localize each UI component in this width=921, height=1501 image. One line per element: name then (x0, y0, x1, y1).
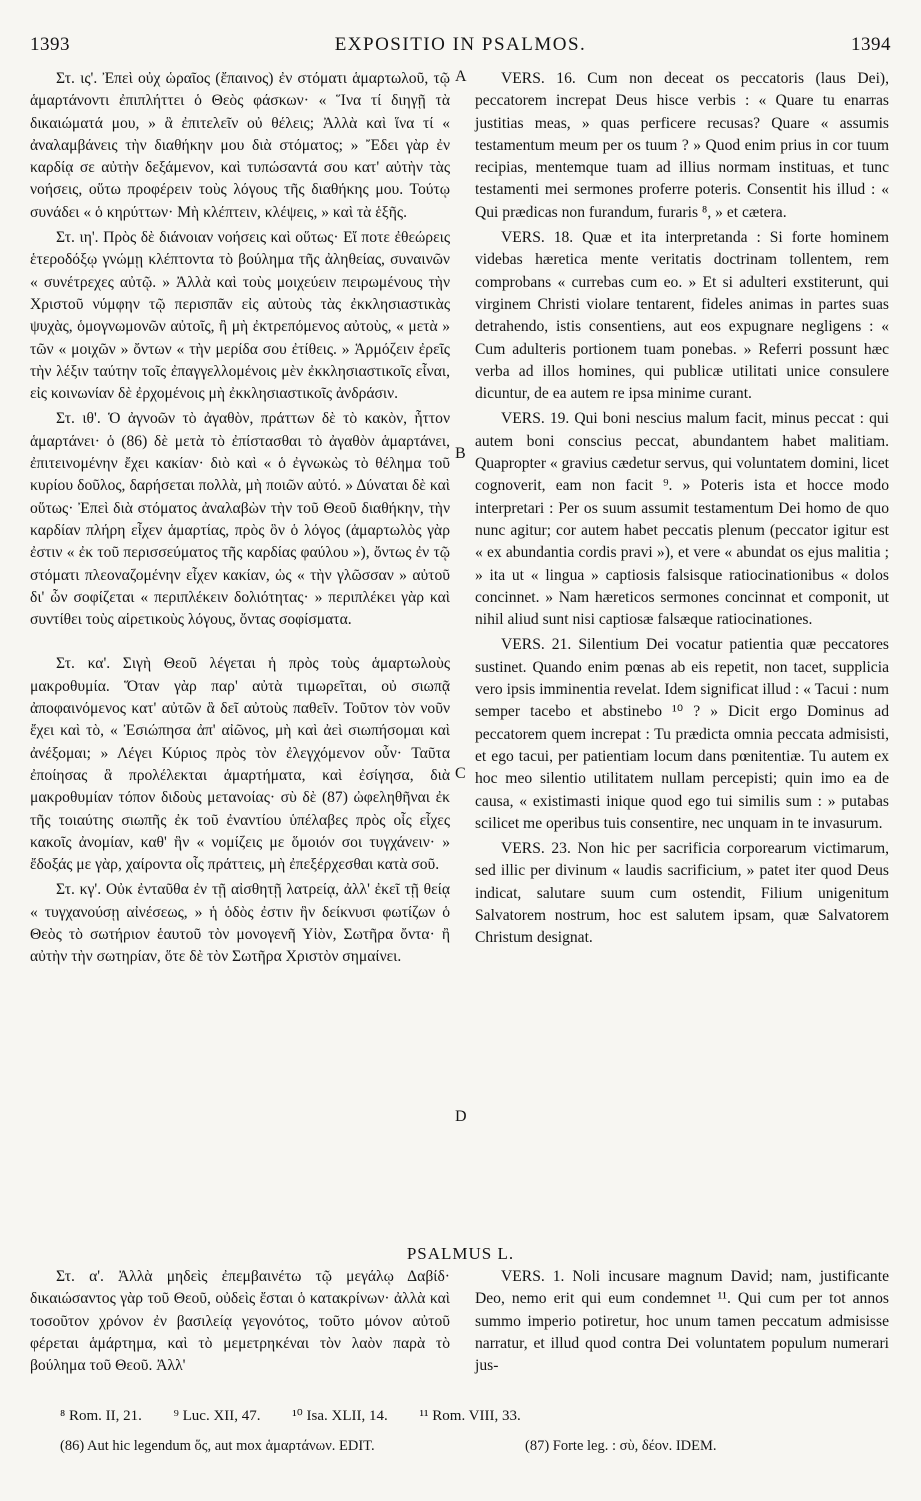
latin-column-psalm-50 (475, 1266, 889, 1377)
latin-paragraph-v23: VERS. 23. Non hic per sacrificia corporearum victimarum, sed illic per divinum « laudis sacrificium, » patet iter quod Deus indicat, salutare suum cum ostendit, Filium unigenitum Salvatorem nostrum, hoc est salutem ipsam, quæ Salvatorem Christum designat. (475, 840, 889, 947)
greek-paragraph-v23: Στ. κγ'. Οὐκ ἐνταῦθα ἐν τῇ αἰσθητῇ λατρείᾳ, ἀλλ' ἐκεῖ τῇ θείᾳ « τυγχανούσῃ αἰνέσεως, » ἡ ὁδὸς ἐστιν ἣν δείκνυσι φωτίζων ὁ Θεὸς τὸ σωτήριον ἑαυτοῦ τὸν μονογενῆ Υἱὸν, Σωτῆρα ὄντα· ἢ αὐτὴν τὴν σωτηρίαν, ὅτε δὲ τὸν Σωτῆρα Χριστὸν σημαίνει. (30, 881, 450, 966)
latin-column (475, 68, 889, 950)
running-title: EXPOSITIO IN PSALMOS. (334, 34, 587, 55)
psalm-title: PSALMUS L. (406, 1244, 515, 1263)
note-87: (87) Forte leg. : σὺ, δέον. IDEM. (525, 1438, 717, 1454)
latin-paragraph-v19: VERS. 19. Qui boni nescius malum facit, minus peccat : qui autem boni conscius peccat, abundantem habet malitiam. Quapropter « gravius cædetur servus, qui voluntatem domini, licet cognoverit, eam non facit ⁹. » Poteris ista et hocce modo interpretari : Per os suum assumit testamentum Dei homo de quo nunc agitur; cor autem habet peccatis plenum (peccator igitur est « ex abundantia cordis pravi »), et vere « abundat os ejus malitia ; » ita ut « lingua » captiosis falsisque ratiocinationibus « dolos concinnet. » Nam hæreticos sermones concinnat et componit, ut nihil aliud sunt nisi captiosæ falsæque ratiocinationes. (475, 410, 890, 629)
reference-10: ¹⁰ Isa. XLII, 14. (292, 1408, 388, 1424)
greek-paragraph-v18: Στ. ιη'. Πρὸς δὲ διάνοιαν νοήσεις καὶ οὕτως· Εἴ ποτε ἐθεώρεις ἑτεροδόξῳ γνώμῃ κλέπτοντα τὸ βούλημα τῆς ἀληθείας, συναινῶν « συνέτρεχες αὐτῷ. » Ἀλλὰ καὶ τοὺς μοιχεύειν πειρωμένους τὴν Χριστοῦ νύμφην τῷ περισπᾶν εἰς αὐτοὺς τὰς ἐκκλησιαστικὰς ψυχὰς, ὁμογνωμονῶν αὐτοῖς, ἢ μὴ ἐκτρεπόμενος αὐτοὺς, « μετὰ » τῶν « μοιχῶν » ὄντων « τὴν μερίδα σου ἐτίθεις. » Ἁρμόζειν ἐρεῖς τὴν λέξιν ταύτην τοῖς ἐπαγγελλομένοις μὲν ἐκκλησιαστικοῖς εἶναι, εἰς κοινωνίαν δὲ ἐρχομένοις μὴ ἐκκλησιαστικοῖς ἀνδράσιν. (30, 229, 450, 403)
left-page-number: 1393 (30, 34, 70, 55)
greek-paragraph-v19: Στ. ιθ'. Ὁ ἀγνοῶν τὸ ἀγαθὸν, πράττων δὲ τὸ κακὸν, ἧττον ἁμαρτάνει· ὁ (86) δὲ μετὰ τὸ ἐπίστασθαι τὸ ἀγαθὸν ἁμαρτάνει, ἐπιτεινομένην ἔχει κακίαν· διὸ καὶ « ὁ ἐγνωκὼς τὸ θέλημα τοῦ κυρίου δοῦλος, δαρήσεται πολλὰ, μὴ ποιῶν αὐτό. » Δύναται δὲ καὶ οὕτως· Ἐπεὶ διὰ στόματος ἀναλαβὼν τὴν τοῦ Θεοῦ διαθήκην, τὴν καρδίαν πλήρη εἶχεν ἁμαρτίας, πρὸς ὃν ὁ λόγος (ἁμαρτωλὸς γὰρ ἐστιν « ἐκ τοῦ περισσεύματος τῆς καρδίας φαύλου »), ὄντως ἐν τῷ στόματι πλεοναζομένην εἶχεν κακίαν, ὡς « τὴν γλῶσσαν » αὐτοῦ δι' ὧν σοφίζεται « περιπλέκειν δολιότητας· » περιπλέκει γὰρ καὶ συντίθει τοὺς αἱρετικοὺς λόγους, ὄντας σοφίσματα. (30, 410, 450, 629)
latin-paragraph-ps50-v1: VERS. 1. Noli incusare magnum David; nam, justificante Deo, nemo erit qui eum condemnet ¹¹. Qui cum per tot annos summo imperio potiretur, hoc unum tamen peccatum admisisse narratur, et illud quod contra Dei voluntatem populum numerari jus- (475, 1268, 889, 1375)
greek-column (30, 68, 450, 969)
page-header (30, 34, 891, 58)
margin-marker-d: D (455, 1108, 467, 1125)
margin-marker-a: A (455, 68, 467, 85)
greek-paragraph-v16: Στ. ις'. Ἐπεὶ οὐχ ὡραῖος (ἔπαινος) ἐν στόματι ἁμαρτωλοῦ, τῷ ἁμαρτάνοντι ἐπιπλήττει ὁ Θεὸς φάσκων· « Ἵνα τί διηγῇ τὰ δικαιώματά μου, » ἃ ἐπιτελεῖν οὐ θέλεις; Ἀλλὰ καὶ ἵνα τί « ἀναλαμβάνεις τὴν διαθήκην μου διὰ στόματος; » Ἔδει γὰρ ἐν καρδίᾳ σε αὐτὴν δεξάμενον, καὶ τυπώσαντά σου κατ' αὐτὴν τὰς νοήσεις, οὕτω προφέρειν τοὺς λόγους τῆς διαθήκης μου. Τούτῳ συνάδει « ὁ κηρύττων· Μὴ κλέπτειν, κλέψεις, » καὶ τὰ ἑξῆς. (30, 70, 450, 221)
latin-paragraph-v21: VERS. 21. Silentium Dei vocatur patientia quæ peccatores sustinet. Quando enim pœnas ab eis repetit, non tacet, supplicia vero ipsis imminentia revelat. Idem significat illud : « Tacui : num semper tacebo et abstinebo ¹⁰ ? » Dicit ergo Dominus ad peccatorem quem increpat : Tu prædicta omnia peccata admisisti, et ego tacui, per patientiam locum dans pœnitentiæ. Tu autem ex hoc meo silentio utilitatem nullam percepisti; quin imo ea de causa, « existimasti inique quod ego tui similis sum : » putabas scilicet me operibus tuis consentire, nec unquam in te invasurum. (475, 636, 889, 832)
latin-paragraph-v18: VERS. 18. Quæ et ita interpretanda : Si forte hominem videbas hæretica mente veritatis doctrinam tollentem, rem comprobans « currebas cum eo. » Et si adulteri exstiterunt, qui virginem Christi violare tentarent, fideles animas in partes suas detrahendo, istis consentiens, aut eos expugnare negligens : « Cum adulteris portionem tuam ponebas. » Referri possunt hæc verba ad illos homines, qui publicæ utilitati unice consulere dicuntur, de ea autem re ipsa minime curant. (475, 229, 889, 403)
greek-paragraph-v21: Στ. κα'. Σιγὴ Θεοῦ λέγεται ἡ πρὸς τοὺς ἁμαρτωλοὺς μακροθυμία. Ὅταν γὰρ παρ' αὐτὰ τιμωρεῖται, οὐ σιωπᾷ ἀποφαινόμενος κατ' αὐτῶν ἃ δεῖ αὐτοὺς παθεῖν. Τοῦτον τὸν νοῦν ἔχει καὶ τὸ, « Ἐσιώπησα ἀπ' αἰῶνος, μὴ καὶ ἀεὶ σιωπήσομαι καὶ ἀνέξομαι; » Λέγει Κύριος πρὸς τὸν ἐλεγχόμενον οὖν· Ταῦτα ἐποίησας ἃ προλέλεκται ἁμαρτήματα, καὶ ἐσίγησα, διὰ μακροθυμίαν τόπον διδοὺς μετανοίας· σὺ δὲ (87) ὠφεληθῆναι ἐκ τῆς τοιαύτης σιωπῆς ἐκ τοῦ ἐναντίου ὑπέλαβες πρὸς οἷς εἶχες κακοῖς ἀνομίαν, καθ' ἣν « νομίζεις με ὅμοιόν σοι τυγχάνειν· » ἔδοξάς με γὰρ, χαίροντα οἷς πράττεις, μὴ ἐπεξέρχεσθαι κατὰ σοῦ. (30, 655, 450, 874)
reference-9: ⁹ Luc. XII, 47. (173, 1408, 261, 1424)
greek-column-psalm-50 (30, 1266, 450, 1377)
reference-11: ¹¹ Rom. VIII, 33. (419, 1408, 521, 1424)
scripture-references (60, 1406, 891, 1425)
right-page-number: 1394 (851, 34, 891, 55)
latin-paragraph-v16: VERS. 16. Cum non deceat os peccatoris (laus Dei), peccatorem increpat Deus hisce verbis : « Quare tu enarras justitias meas, » quas perficere recusas? Quare « assumis testamentum meum per os tuum ? » Quod enim prius in cor tuum recipias, mentemque tuam ad illius normam instituas, et tunc testamenti mei sermones proferre poteris. Consentit his illud : « Qui prædicas non furandum, furaris ⁸, » et cætera. (475, 70, 889, 221)
margin-marker-c: C (455, 765, 466, 782)
margin-marker-b: B (455, 445, 466, 462)
greek-paragraph-ps50-v1: Στ. α'. Ἀλλὰ μηδεὶς ἐπεμβαινέτω τῷ μεγάλῳ Δαβίδ· δικαιώσαντος γὰρ τοῦ Θεοῦ, οὐδεὶς ἔσται ὁ κατακρίνων· ἀλλὰ καὶ τοσοῦτον χρόνον ἐν βασιλείᾳ γεγονότος, τοῦτο μόνον αὐτοῦ φέρεται ἁμάρτημα, καὶ τὸ μεμετρηκέναι τὸν λαὸν παρὰ τὸ βούλημα τοῦ Θεοῦ. Ἀλλ' (30, 1268, 450, 1375)
note-86: (86) Aut hic legendum ὅς, aut mox ἁμαρτάνων. EDIT. (60, 1438, 375, 1454)
reference-8: ⁸ Rom. II, 21. (60, 1408, 142, 1424)
